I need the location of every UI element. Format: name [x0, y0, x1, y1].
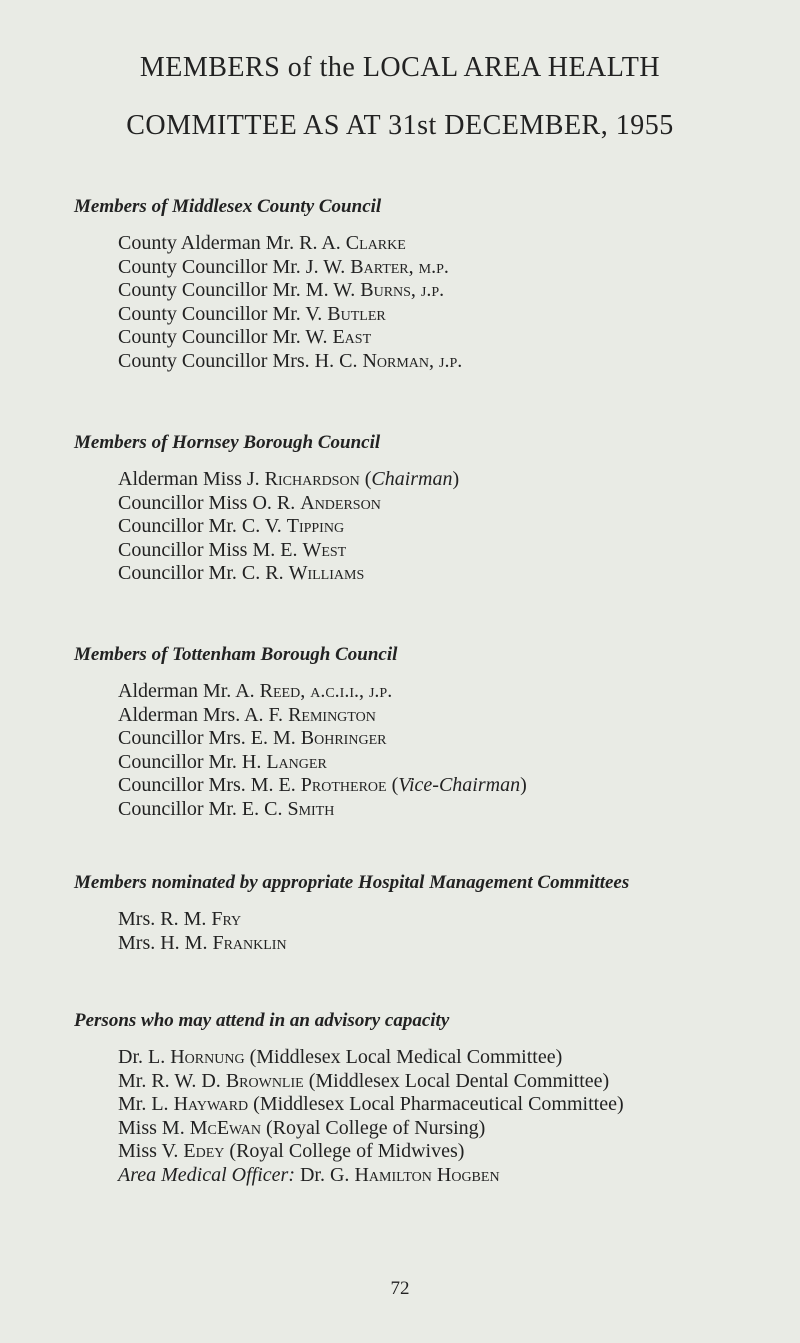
member-surname: Edey: [183, 1140, 225, 1162]
member-surname: Reed, a.c.i.i., j.p.: [259, 680, 393, 702]
member-affiliation: (Middlesex Local Pharmaceutical Committee): [248, 1093, 624, 1115]
area-medical-officer: [118, 1164, 784, 1188]
member-surname: Bohringer: [300, 727, 387, 749]
member-title: County Alderman Mr. R. A.: [118, 232, 346, 254]
member-entry: [118, 1117, 784, 1141]
member-entry: [118, 539, 784, 563]
member-entry: [118, 1140, 784, 1164]
officer-label: Area Medical Officer:: [118, 1163, 295, 1186]
member-title: Councillor Mr. E. C.: [118, 797, 288, 820]
member-entry: [118, 704, 784, 728]
member-title: Alderman Mrs. A. F.: [118, 703, 289, 726]
member-title: Mr. L.: [118, 1093, 174, 1115]
member-affiliation: (Royal College of Midwives): [224, 1140, 465, 1162]
title-line-2: COMMITTEE AS AT 31st DECEMBER, 1955: [126, 110, 674, 141]
member-entry: [118, 932, 784, 956]
member-surname: Langer: [266, 750, 327, 773]
member-entry: [118, 232, 784, 256]
section-heading: Persons who may attend in an advisory capacity: [74, 1010, 450, 1031]
member-surname: Smith: [287, 797, 335, 820]
member-surname: Remington: [288, 703, 376, 726]
section-heading: Members of Middlesex County Council: [74, 196, 382, 217]
member-surname: Franklin: [212, 931, 287, 954]
member-surname: Norman, j.p.: [362, 349, 463, 372]
member-entry: [118, 1093, 784, 1117]
member-surname: Hayward: [173, 1093, 249, 1115]
member-surname: Hornung: [170, 1046, 245, 1068]
member-title: Councillor Mr. H.: [118, 750, 267, 773]
member-title: Councillor Mrs. E. M.: [118, 727, 301, 749]
member-affiliation: (Middlesex Local Medical Committee): [244, 1046, 563, 1068]
member-surname: Richardson: [264, 468, 360, 490]
member-surname: Barter, m.p.: [350, 255, 449, 278]
member-title: Councillor Mr. C. V.: [118, 515, 287, 537]
section-heading: Members of Tottenham Borough Council: [74, 644, 398, 665]
member-title: Mrs. R. M.: [118, 908, 212, 930]
member-entry: [118, 303, 784, 327]
member-entry: [118, 562, 784, 586]
member-surname: West: [302, 538, 347, 561]
member-title: Miss V.: [118, 1140, 184, 1162]
member-title: County Councillor Mr. V.: [118, 302, 328, 325]
member-entry: [118, 468, 784, 492]
member-surname: East: [332, 326, 372, 348]
section-tottenham: [74, 644, 784, 821]
member-surname: Clarke: [345, 232, 406, 254]
member-entry: [118, 350, 784, 374]
member-title: Dr. L.: [118, 1046, 171, 1068]
member-entry: [118, 492, 784, 516]
member-close: ): [520, 774, 527, 796]
section-hospital-nominees: [74, 872, 784, 955]
title-line-1: MEMBERS of the LOCAL AREA HEALTH: [139, 52, 661, 83]
member-title: Miss M.: [118, 1116, 190, 1139]
member-title: County Councillor Mr. J. W.: [118, 255, 351, 278]
member-suffix: (: [386, 774, 399, 796]
member-affiliation: (Middlesex Local Dental Committee): [303, 1069, 610, 1092]
member-entry: [118, 1070, 784, 1094]
member-entry: [118, 1046, 784, 1070]
page-number: 72: [390, 1278, 410, 1299]
member-title: Councillor Miss M. E.: [118, 538, 303, 561]
member-title: Alderman Miss J.: [118, 468, 265, 490]
member-surname: Anderson: [300, 491, 381, 514]
member-role: Chairman: [371, 468, 453, 490]
member-surname: Williams: [288, 562, 365, 584]
member-entry: [118, 774, 784, 798]
member-surname: McEwan: [189, 1116, 261, 1139]
member-title: County Councillor Mr. W.: [118, 326, 333, 348]
member-surname: Fry: [211, 908, 242, 930]
member-surname: Brownlie: [225, 1069, 304, 1092]
member-title: Councillor Mrs. M. E.: [118, 774, 301, 796]
member-surname: Protheroe: [300, 774, 387, 796]
officer-name: Hamilton Hogben: [354, 1163, 500, 1186]
member-close: ): [452, 468, 460, 490]
section-middlesex: [74, 196, 784, 373]
member-title: Alderman Mr. A.: [118, 680, 260, 702]
member-title: Councillor Miss O. R.: [118, 491, 301, 514]
member-role: Vice-Chairman: [398, 774, 521, 796]
member-entry: [118, 680, 784, 704]
member-entry: [118, 515, 784, 539]
member-suffix: (: [359, 468, 372, 490]
member-entry: [118, 908, 784, 932]
member-title: Councillor Mr. C. R.: [118, 562, 289, 584]
section-heading: Members of Hornsey Borough Council: [74, 432, 381, 453]
member-affiliation: (Royal College of Nursing): [260, 1116, 486, 1139]
member-entry: [118, 727, 784, 751]
member-title: Mrs. H. M.: [118, 931, 213, 954]
member-entry: [118, 326, 784, 350]
member-title: County Councillor Mr. M. W.: [118, 279, 361, 301]
member-entry: [118, 256, 784, 280]
section-advisory: [74, 1010, 784, 1187]
member-surname: Burns, j.p.: [360, 279, 445, 301]
section-hornsey: [74, 432, 784, 586]
officer-title: Dr. G.: [294, 1163, 355, 1186]
member-entry: [118, 279, 784, 303]
member-surname: Tipping: [286, 515, 345, 537]
section-heading: Members nominated by appropriate Hospital Management Committees: [74, 872, 630, 893]
member-title: Mr. R. W. D.: [118, 1069, 226, 1092]
member-title: County Councillor Mrs. H. C.: [118, 349, 363, 372]
member-entry: [118, 798, 784, 822]
member-entry: [118, 751, 784, 775]
member-surname: Butler: [327, 302, 386, 325]
